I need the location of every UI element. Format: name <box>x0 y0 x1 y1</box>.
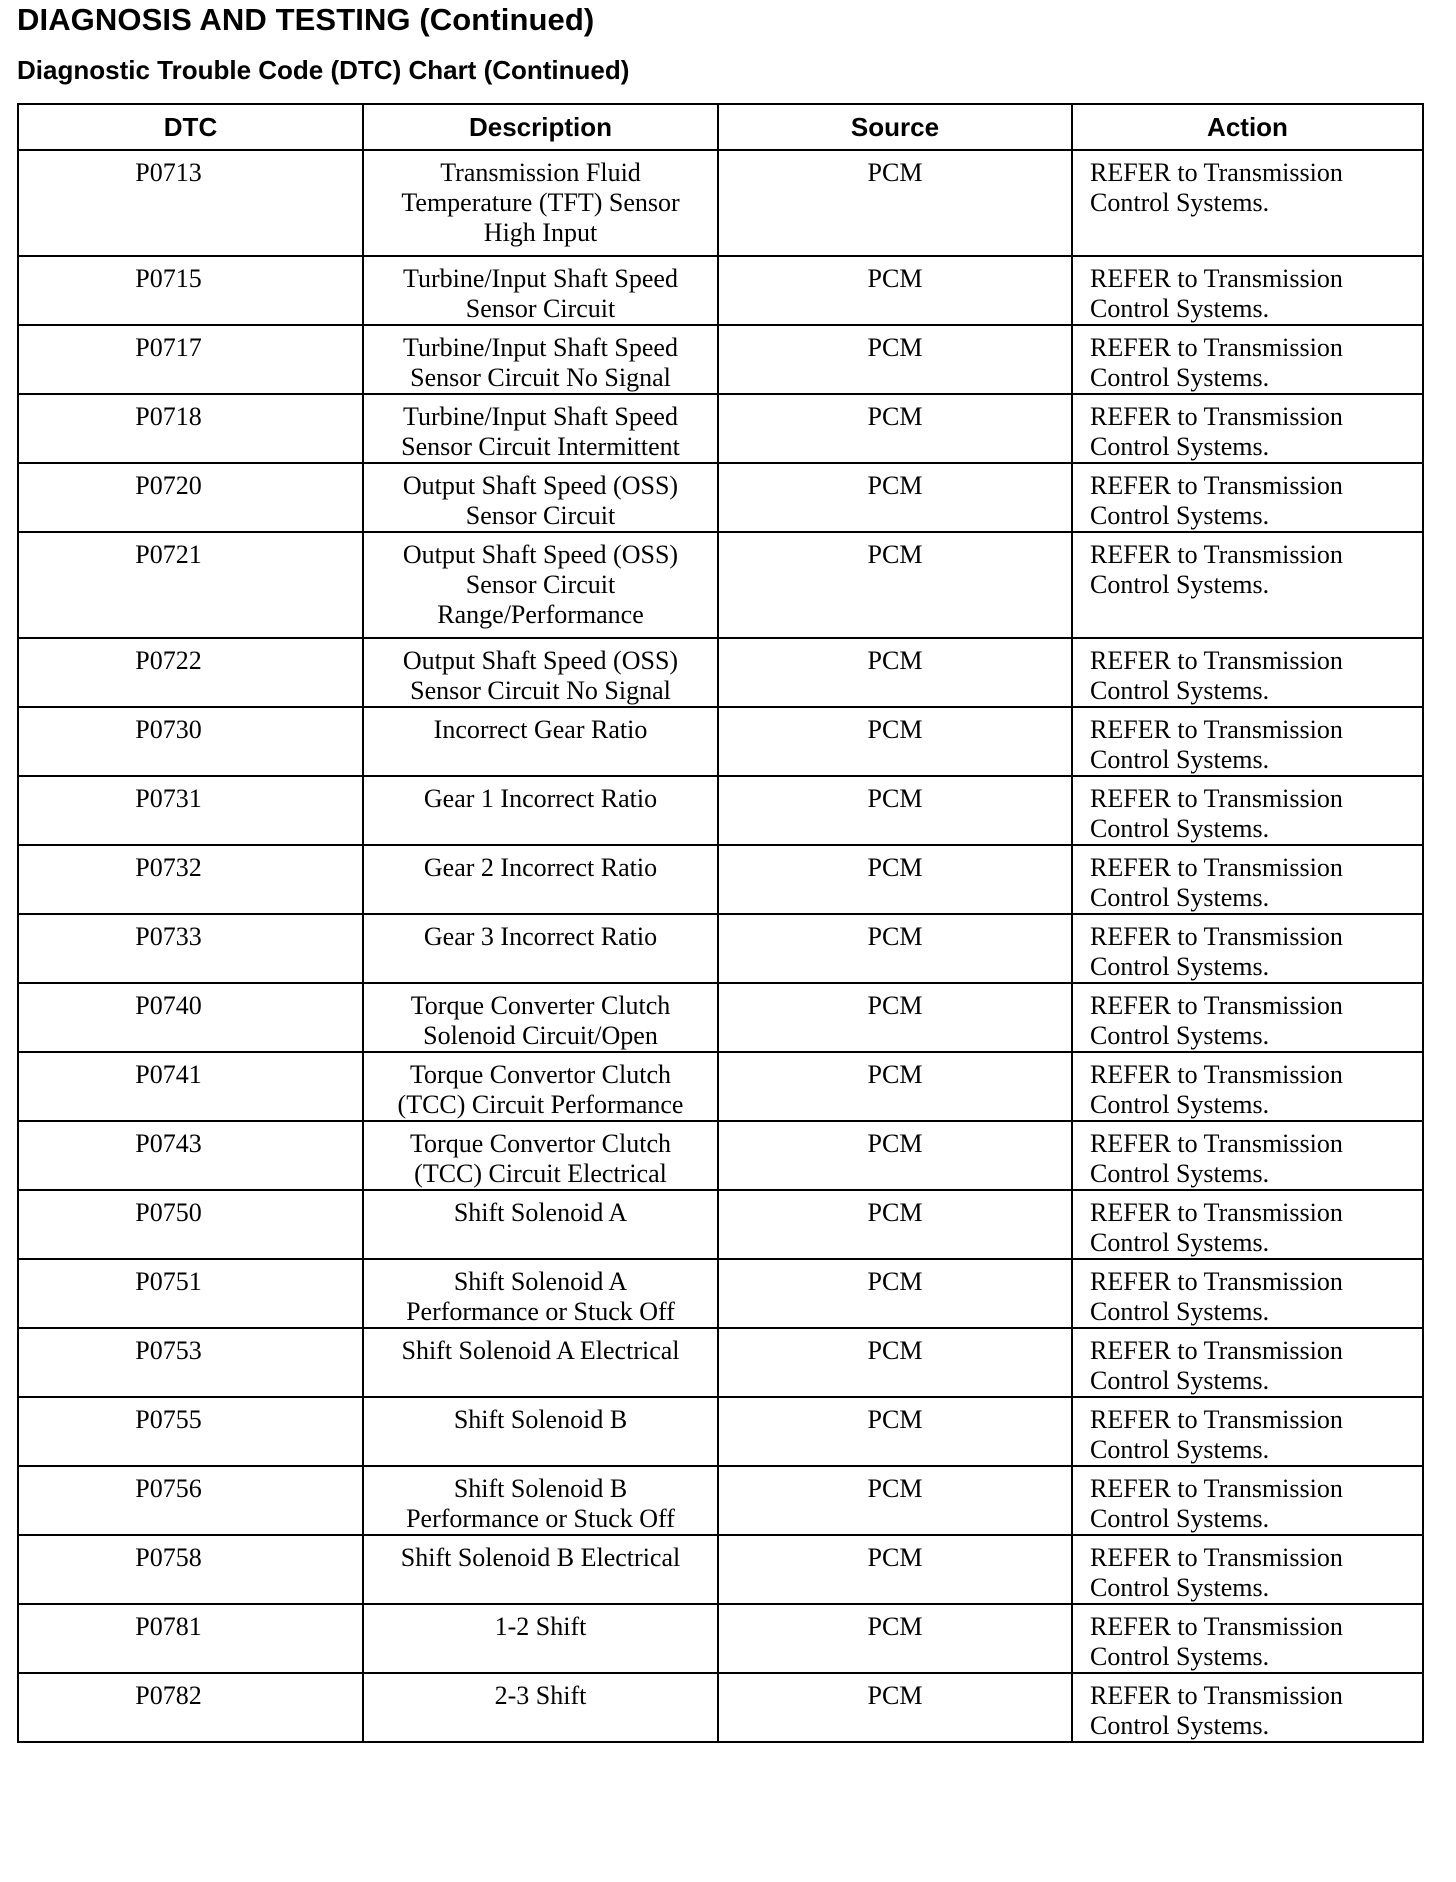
table-row <box>18 1466 1423 1535</box>
description-line: Turbine/Input Shaft Speed <box>403 333 678 362</box>
action-line: REFER to Transmission <box>1090 1336 1343 1365</box>
table-row <box>18 845 1423 914</box>
description-line: Sensor Circuit <box>465 501 616 530</box>
action-line: REFER to Transmission <box>1090 784 1343 813</box>
action-cell <box>1072 394 1423 463</box>
action-line: REFER to Transmission <box>1090 853 1343 882</box>
description-line: Output Shaft Speed (OSS) <box>402 646 679 675</box>
description-cell <box>363 983 718 1052</box>
action-cell <box>1072 532 1423 638</box>
description-cell <box>363 1121 718 1190</box>
action-line: REFER to Transmission <box>1090 471 1343 500</box>
action-line: REFER to Transmission <box>1090 1267 1343 1296</box>
source-cell: PCM <box>718 1466 1072 1535</box>
table-row <box>18 1397 1423 1466</box>
action-line: Control Systems. <box>1090 952 1270 981</box>
description-cell <box>363 532 718 638</box>
action-line: Control Systems. <box>1090 1366 1270 1395</box>
description-cell <box>363 707 718 776</box>
action-cell <box>1072 463 1423 532</box>
source-cell: PCM <box>718 1397 1072 1466</box>
action-line: REFER to Transmission <box>1090 1060 1343 1089</box>
action-cell <box>1072 914 1423 983</box>
table-row <box>18 325 1423 394</box>
description-cell <box>363 1604 718 1673</box>
action-cell <box>1072 845 1423 914</box>
description-line: Output Shaft Speed (OSS) <box>402 540 679 569</box>
description-line: Sensor Circuit <box>465 570 616 599</box>
dtc-code-cell: P0717 <box>18 325 363 394</box>
chart-title: Diagnostic Trouble Code (DTC) Chart (Continued) <box>17 55 630 85</box>
description-cell <box>363 1466 718 1535</box>
description-cell <box>363 1328 718 1397</box>
description-line: Sensor Circuit Intermittent <box>401 432 680 461</box>
action-line: Control Systems. <box>1090 363 1270 392</box>
action-line: Control Systems. <box>1090 676 1270 705</box>
description-line: High Input <box>483 218 598 247</box>
action-cell <box>1072 1604 1423 1673</box>
action-line: Control Systems. <box>1090 501 1270 530</box>
action-line: Control Systems. <box>1090 1021 1270 1050</box>
section-title: DIAGNOSIS AND TESTING (Continued) <box>17 2 595 37</box>
action-line: Control Systems. <box>1090 1228 1270 1257</box>
description-cell <box>363 638 718 707</box>
column-header-action: Action <box>1072 104 1423 150</box>
description-line: Sensor Circuit <box>465 294 616 323</box>
column-header-source: Source <box>718 104 1072 150</box>
table-row <box>18 914 1423 983</box>
description-line: Temperature (TFT) Sensor <box>401 188 680 217</box>
source-cell: PCM <box>718 463 1072 532</box>
table-row <box>18 1052 1423 1121</box>
description-line: Shift Solenoid A <box>453 1198 628 1227</box>
description-cell <box>363 463 718 532</box>
table-row <box>18 532 1423 638</box>
source-cell: PCM <box>718 1535 1072 1604</box>
description-line: Shift Solenoid B <box>453 1474 628 1503</box>
description-cell <box>363 1052 718 1121</box>
action-line: Control Systems. <box>1090 1159 1270 1188</box>
table-row <box>18 983 1423 1052</box>
description-line: Sensor Circuit No Signal <box>410 676 671 705</box>
table-row <box>18 1604 1423 1673</box>
action-line: Control Systems. <box>1090 1090 1270 1119</box>
action-line: Control Systems. <box>1090 570 1270 599</box>
dtc-code-cell: P0721 <box>18 532 363 638</box>
source-cell: PCM <box>718 776 1072 845</box>
action-line: Control Systems. <box>1090 432 1270 461</box>
dtc-code-cell: P0782 <box>18 1673 363 1742</box>
dtc-code-cell: P0758 <box>18 1535 363 1604</box>
source-cell: PCM <box>718 914 1072 983</box>
dtc-code-cell: P0753 <box>18 1328 363 1397</box>
source-cell: PCM <box>718 1604 1072 1673</box>
dtc-code-cell: P0741 <box>18 1052 363 1121</box>
table-row <box>18 1121 1423 1190</box>
description-line: Output Shaft Speed (OSS) <box>402 471 679 500</box>
description-line: Shift Solenoid B Electrical <box>400 1543 681 1572</box>
description-cell <box>363 325 718 394</box>
action-line: REFER to Transmission <box>1090 402 1343 431</box>
description-line: Performance or Stuck Off <box>406 1504 675 1533</box>
action-line: Control Systems. <box>1090 1642 1270 1671</box>
action-cell <box>1072 1190 1423 1259</box>
source-cell: PCM <box>718 1328 1072 1397</box>
table-row <box>18 1673 1423 1742</box>
action-line: REFER to Transmission <box>1090 715 1343 744</box>
action-line: REFER to Transmission <box>1090 333 1343 362</box>
dtc-code-cell: P0743 <box>18 1121 363 1190</box>
table-row <box>18 1190 1423 1259</box>
description-cell <box>363 1397 718 1466</box>
dtc-code-cell: P0756 <box>18 1466 363 1535</box>
dtc-code-cell: P0781 <box>18 1604 363 1673</box>
action-cell <box>1072 1673 1423 1742</box>
source-cell: PCM <box>718 983 1072 1052</box>
action-line: REFER to Transmission <box>1090 1543 1343 1572</box>
action-cell <box>1072 1121 1423 1190</box>
action-cell <box>1072 325 1423 394</box>
description-line: Turbine/Input Shaft Speed <box>403 402 678 431</box>
description-line: Range/Performance <box>437 600 644 629</box>
table-row <box>18 256 1423 325</box>
description-line: Gear 1 Incorrect Ratio <box>423 784 658 813</box>
source-cell: PCM <box>718 1673 1072 1742</box>
table-row <box>18 150 1423 256</box>
action-line: REFER to Transmission <box>1090 1129 1343 1158</box>
action-line: Control Systems. <box>1090 1435 1270 1464</box>
dtc-code-cell: P0722 <box>18 638 363 707</box>
table-row <box>18 1328 1423 1397</box>
description-line: Shift Solenoid A <box>453 1267 628 1296</box>
description-line: Gear 2 Incorrect Ratio <box>423 853 658 882</box>
dtc-code-cell: P0740 <box>18 983 363 1052</box>
action-cell <box>1072 707 1423 776</box>
column-header-description: Description <box>363 104 718 150</box>
dtc-code-cell: P0713 <box>18 150 363 256</box>
description-cell <box>363 394 718 463</box>
dtc-code-cell: P0715 <box>18 256 363 325</box>
action-cell <box>1072 150 1423 256</box>
source-cell: PCM <box>718 1190 1072 1259</box>
action-line: Control Systems. <box>1090 883 1270 912</box>
source-cell: PCM <box>718 532 1072 638</box>
table-header-row <box>18 104 1423 150</box>
action-cell <box>1072 1397 1423 1466</box>
column-header-dtc: DTC <box>18 104 363 150</box>
description-line: Torque Converter Clutch <box>410 991 671 1020</box>
dtc-code-cell: P0733 <box>18 914 363 983</box>
description-line: Sensor Circuit No Signal <box>410 363 671 392</box>
action-line: REFER to Transmission <box>1090 1612 1343 1641</box>
source-cell: PCM <box>718 1121 1072 1190</box>
action-cell <box>1072 1052 1423 1121</box>
action-line: REFER to Transmission <box>1090 158 1343 187</box>
description-line: Shift Solenoid B <box>453 1405 628 1434</box>
description-line: Transmission Fluid <box>440 158 641 187</box>
action-line: Control Systems. <box>1090 188 1270 217</box>
source-cell: PCM <box>718 707 1072 776</box>
action-cell <box>1072 1535 1423 1604</box>
source-cell: PCM <box>718 638 1072 707</box>
dtc-code-cell: P0732 <box>18 845 363 914</box>
description-line: (TCC) Circuit Performance <box>397 1090 684 1119</box>
description-cell <box>363 776 718 845</box>
action-line: Control Systems. <box>1090 1711 1270 1740</box>
source-cell: PCM <box>718 256 1072 325</box>
action-line: REFER to Transmission <box>1090 922 1343 951</box>
description-cell <box>363 150 718 256</box>
source-cell: PCM <box>718 845 1072 914</box>
action-cell <box>1072 256 1423 325</box>
action-line: REFER to Transmission <box>1090 1681 1343 1710</box>
table-row <box>18 394 1423 463</box>
action-line: Control Systems. <box>1090 1504 1270 1533</box>
action-cell <box>1072 1328 1423 1397</box>
action-line: REFER to Transmission <box>1090 1405 1343 1434</box>
table-row <box>18 638 1423 707</box>
action-line: REFER to Transmission <box>1090 1198 1343 1227</box>
source-cell: PCM <box>718 150 1072 256</box>
action-cell <box>1072 776 1423 845</box>
description-cell <box>363 1190 718 1259</box>
source-cell: PCM <box>718 1052 1072 1121</box>
action-cell <box>1072 1466 1423 1535</box>
action-cell <box>1072 983 1423 1052</box>
description-cell <box>363 1259 718 1328</box>
description-cell <box>363 1673 718 1742</box>
action-line: Control Systems. <box>1090 814 1270 843</box>
action-line: REFER to Transmission <box>1090 991 1343 1020</box>
dtc-code-cell: P0751 <box>18 1259 363 1328</box>
action-cell <box>1072 1259 1423 1328</box>
table-row <box>18 776 1423 845</box>
description-cell <box>363 1535 718 1604</box>
table-row <box>18 707 1423 776</box>
description-line: Solenoid Circuit/Open <box>423 1021 658 1050</box>
action-line: REFER to Transmission <box>1090 264 1343 293</box>
dtc-code-cell: P0731 <box>18 776 363 845</box>
dtc-code-cell: P0755 <box>18 1397 363 1466</box>
action-line: Control Systems. <box>1090 1573 1270 1602</box>
dtc-code-cell: P0730 <box>18 707 363 776</box>
description-line: Incorrect Gear Ratio <box>433 715 648 744</box>
table-body <box>18 150 1423 1742</box>
description-cell <box>363 914 718 983</box>
source-cell: PCM <box>718 325 1072 394</box>
action-line: Control Systems. <box>1090 745 1270 774</box>
description-cell <box>363 845 718 914</box>
description-line: 1-2 Shift <box>494 1612 587 1641</box>
description-line: Torque Convertor Clutch <box>409 1129 671 1158</box>
dtc-code-cell: P0750 <box>18 1190 363 1259</box>
action-line: REFER to Transmission <box>1090 540 1343 569</box>
description-line: Performance or Stuck Off <box>406 1297 675 1326</box>
table-row <box>18 463 1423 532</box>
table-row <box>18 1535 1423 1604</box>
action-cell <box>1072 638 1423 707</box>
action-line: Control Systems. <box>1090 294 1270 323</box>
description-line: Shift Solenoid A Electrical <box>401 1336 680 1365</box>
dtc-code-cell: P0720 <box>18 463 363 532</box>
action-line: Control Systems. <box>1090 1297 1270 1326</box>
source-cell: PCM <box>718 1259 1072 1328</box>
description-line: 2-3 Shift <box>494 1681 587 1710</box>
table-row <box>18 1259 1423 1328</box>
description-line: Turbine/Input Shaft Speed <box>403 264 678 293</box>
source-cell: PCM <box>718 394 1072 463</box>
action-line: REFER to Transmission <box>1090 646 1343 675</box>
description-line: (TCC) Circuit Electrical <box>414 1159 667 1188</box>
dtc-code-cell: P0718 <box>18 394 363 463</box>
description-cell <box>363 256 718 325</box>
action-line: REFER to Transmission <box>1090 1474 1343 1503</box>
description-line: Torque Convertor Clutch <box>409 1060 671 1089</box>
description-line: Gear 3 Incorrect Ratio <box>423 922 658 951</box>
dtc-chart-table <box>17 103 1424 1743</box>
